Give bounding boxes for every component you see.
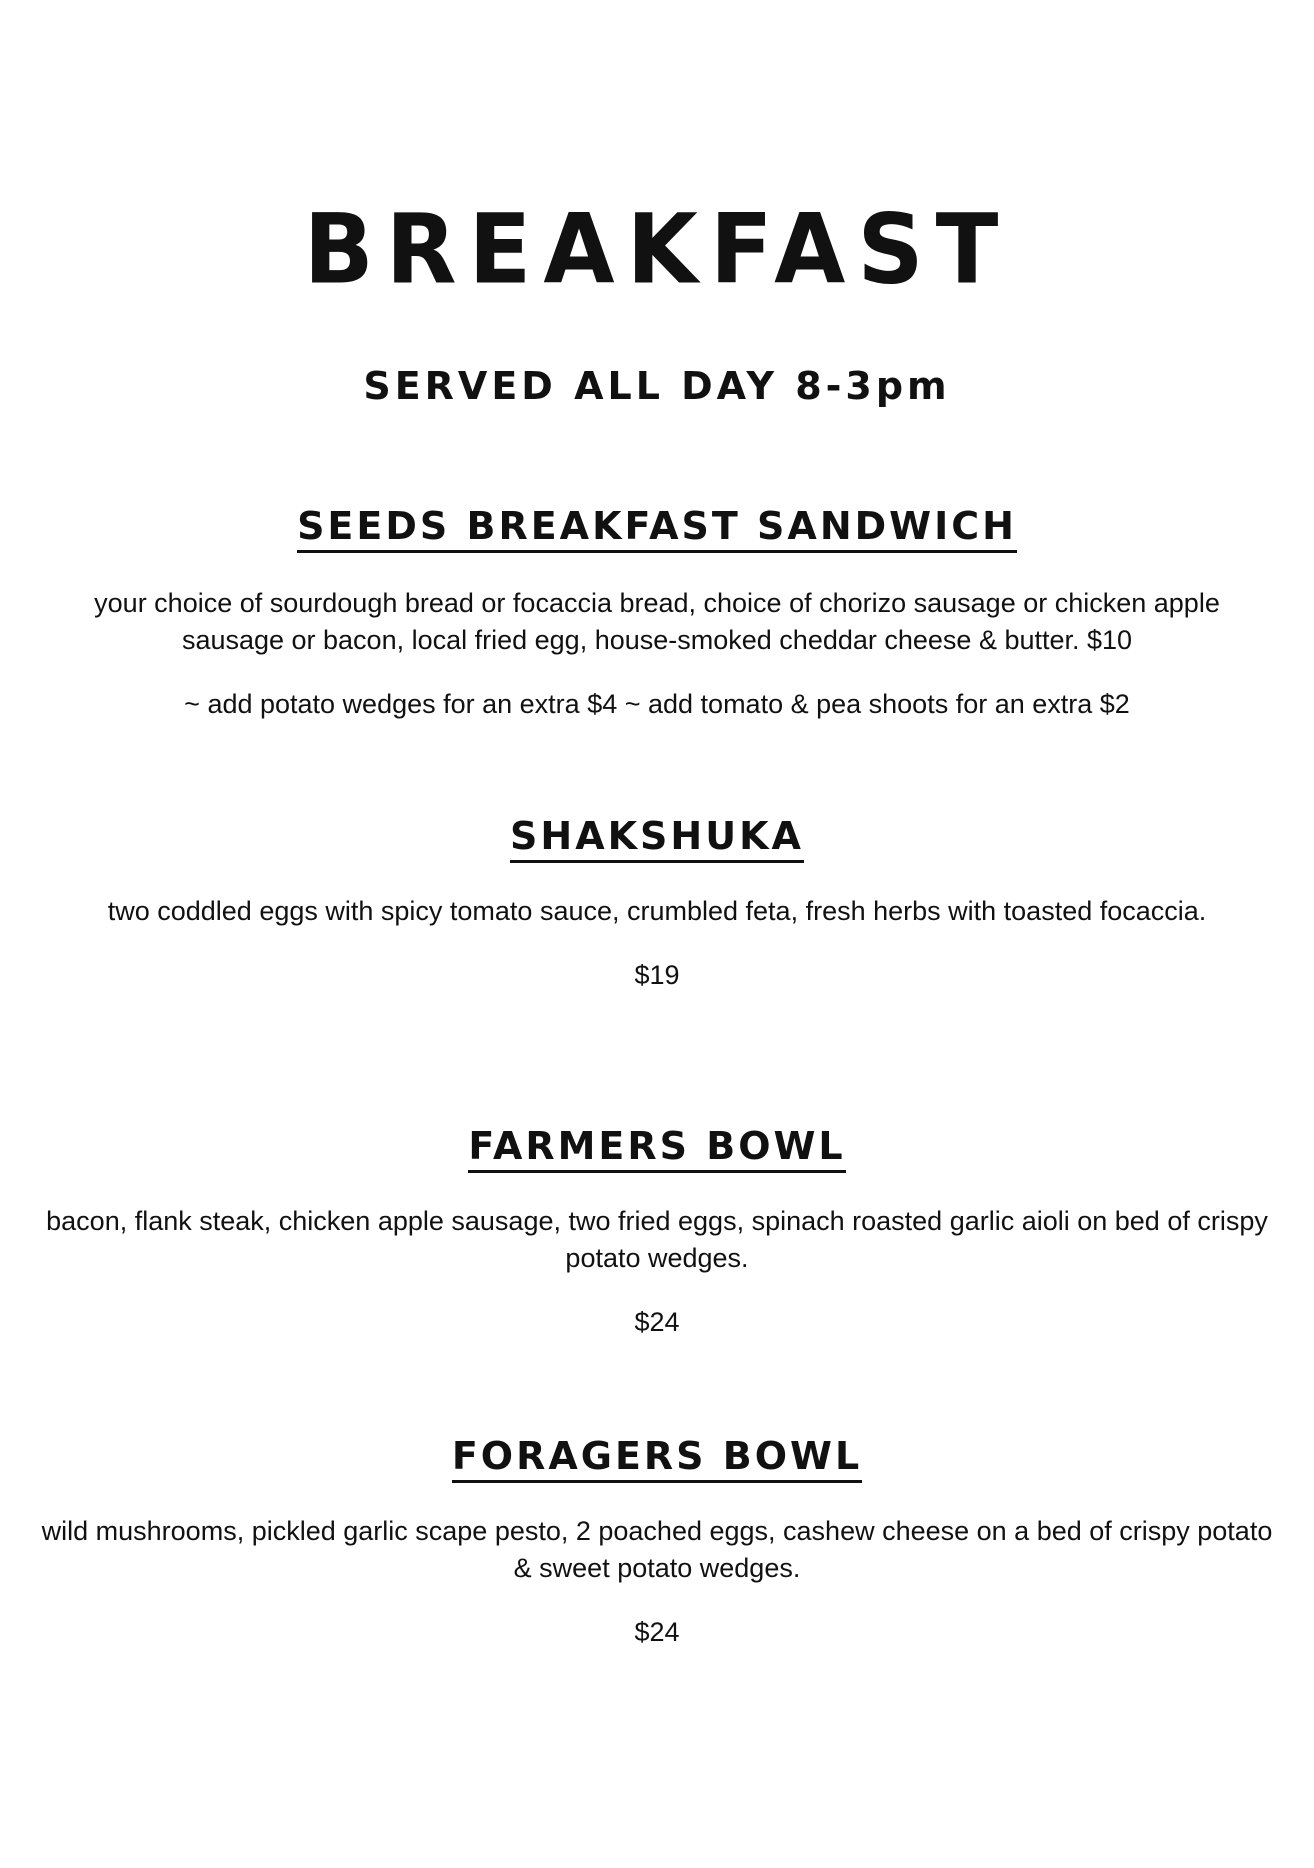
item-price: $24 [634,1307,680,1337]
item-name: FORAGERS BOWL [452,1432,862,1483]
item-price: $24 [634,1617,680,1647]
item-description: bacon, flank steak, chicken apple sausage, two fried eggs, spinach roasted garlic aioli on bed of crispy potato wedges. [46,1206,1268,1273]
item-price: $19 [634,960,680,990]
item-name: SEEDS BREAKFAST SANDWICH [297,502,1017,553]
menu-subtitle: SERVED ALL DAY 8-3pm [363,364,951,408]
item-name: FARMERS BOWL [468,1122,845,1173]
item-description: wild mushrooms, pickled garlic scape pesto, 2 poached eggs, cashew cheese on a bed of crispy potato & sweet potato wedges. [41,1516,1273,1583]
item-description: your choice of sourdough bread or focaccia bread, choice of chorizo sausage or chicken apple sausage or bacon, local fried egg, house-smoked cheddar cheese & butter. $10 [94,588,1220,655]
menu-item-foragers-bowl [40,1432,1274,1651]
menu-item-shakshuka [40,812,1274,994]
menu-item-seeds-breakfast-sandwich [40,502,1274,723]
menu-title: BREAKFAST [303,193,1011,306]
item-name: SHAKSHUKA [510,812,804,863]
item-description: two coddled eggs with spicy tomato sauce, crumbled feta, fresh herbs with toasted focaccia. [107,896,1207,926]
item-add-ons: ~ add potato wedges for an extra $4 ~ add tomato & pea shoots for an extra $2 [184,689,1130,719]
menu-item-farmers-bowl [40,1122,1274,1341]
